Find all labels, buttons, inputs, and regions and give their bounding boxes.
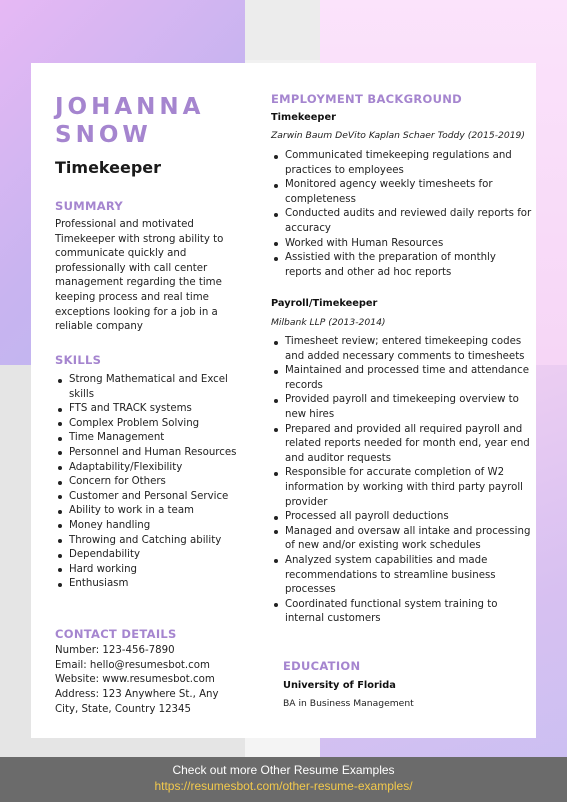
education-heading: EDUCATION bbox=[283, 659, 361, 673]
skill-item: Ability to work in a team bbox=[55, 504, 255, 519]
resume-page bbox=[31, 63, 536, 738]
job-title: Timekeeper bbox=[55, 158, 162, 177]
duty-item: Provided payroll and timekeeping overview to new hires bbox=[271, 393, 533, 422]
duty-item: Prepared and provided all required payroll and related reports needed for month end, year end and auditor requests bbox=[271, 423, 533, 467]
contact-number: Number: 123-456-7890 bbox=[55, 645, 175, 656]
duty-item: Communicated timekeeping regulations and practices to employees bbox=[271, 149, 533, 178]
job-2-title: Payroll/Timekeeper bbox=[271, 298, 378, 309]
duty-item: Analyzed system capabilities and made recommendations to streamline business processes bbox=[271, 554, 533, 598]
job-2-duties bbox=[271, 335, 533, 627]
skill-item: Complex Problem Solving bbox=[55, 417, 255, 432]
contact-website: Website: www.resumesbot.com bbox=[55, 674, 215, 685]
skill-item: Hard working bbox=[55, 563, 255, 578]
duty-item: Assistied with the preparation of monthly reports and other ad hoc reports bbox=[271, 251, 533, 280]
duty-item: Managed and oversaw all intake and processing of new and/or existing work schedules bbox=[271, 525, 533, 554]
skill-item: Customer and Personal Service bbox=[55, 490, 255, 505]
skill-item: Concern for Others bbox=[55, 475, 255, 490]
skill-item: Enthusiasm bbox=[55, 577, 255, 592]
skill-item: Personnel and Human Resources bbox=[55, 446, 255, 461]
skill-item: Time Management bbox=[55, 431, 255, 446]
duty-item: Coordinated functional system training to internal customers bbox=[271, 598, 533, 627]
skill-item: Adaptability/Flexibility bbox=[55, 461, 255, 476]
first-name: JOHANNA bbox=[55, 94, 205, 120]
skills-heading: SKILLS bbox=[55, 353, 102, 367]
skill-item: Dependability bbox=[55, 548, 255, 563]
skill-item: Throwing and Catching ability bbox=[55, 534, 255, 549]
duty-item: Monitored agency weekly timesheets for completeness bbox=[271, 178, 533, 207]
job-2-company: Milbank LLP (2013-2014) bbox=[271, 317, 386, 328]
education-school: University of Florida bbox=[283, 680, 396, 691]
duty-item: Conducted audits and reviewed daily reports for accuracy bbox=[271, 207, 533, 236]
skill-item: Strong Mathematical and Excel skills bbox=[55, 373, 255, 402]
employment-heading: EMPLOYMENT BACKGROUND bbox=[271, 92, 463, 106]
footer-link[interactable]: https://resumesbot.com/other-resume-examples/ bbox=[154, 779, 413, 793]
duty-item: Worked with Human Resources bbox=[271, 237, 533, 252]
last-name: SNOW bbox=[55, 122, 152, 148]
duty-item: Maintained and processed time and attendance records bbox=[271, 364, 533, 393]
duty-item: Responsible for accurate completion of W2 information by working with third party payroll provider bbox=[271, 466, 533, 510]
contact-address: Address: 123 Anywhere St., Any City, State, Country 12345 bbox=[55, 689, 219, 715]
contact-heading: CONTACT DETAILS bbox=[55, 627, 177, 641]
contact-email: Email: hello@resumesbot.com bbox=[55, 660, 210, 671]
job-1-title: Timekeeper bbox=[271, 112, 336, 123]
job-1-duties bbox=[271, 149, 533, 280]
skill-item: Money handling bbox=[55, 519, 255, 534]
summary-heading: SUMMARY bbox=[55, 199, 124, 213]
summary-text: Professional and motivated Timekeeper with strong ability to communicate quickly and professionally with call center management regarding the time keeping process and real time exceptions looking for a job in a reliable company bbox=[55, 219, 224, 333]
background-block bbox=[245, 0, 320, 60]
skills-list bbox=[55, 373, 255, 592]
candidate-name bbox=[55, 93, 204, 149]
job-1-company: Zarwin Baum DeVito Kaplan Schaer Toddy (2015-2019) bbox=[271, 130, 525, 141]
footer-text: Check out more Other Resume Examples bbox=[172, 763, 395, 777]
duty-item: Timesheet review; entered timekeeping codes and added necessary comments to timesheets bbox=[271, 335, 533, 364]
skill-item: FTS and TRACK systems bbox=[55, 402, 255, 417]
education-degree: BA in Business Management bbox=[283, 698, 414, 709]
duty-item: Processed all payroll deductions bbox=[271, 510, 533, 525]
footer-banner bbox=[0, 757, 567, 802]
